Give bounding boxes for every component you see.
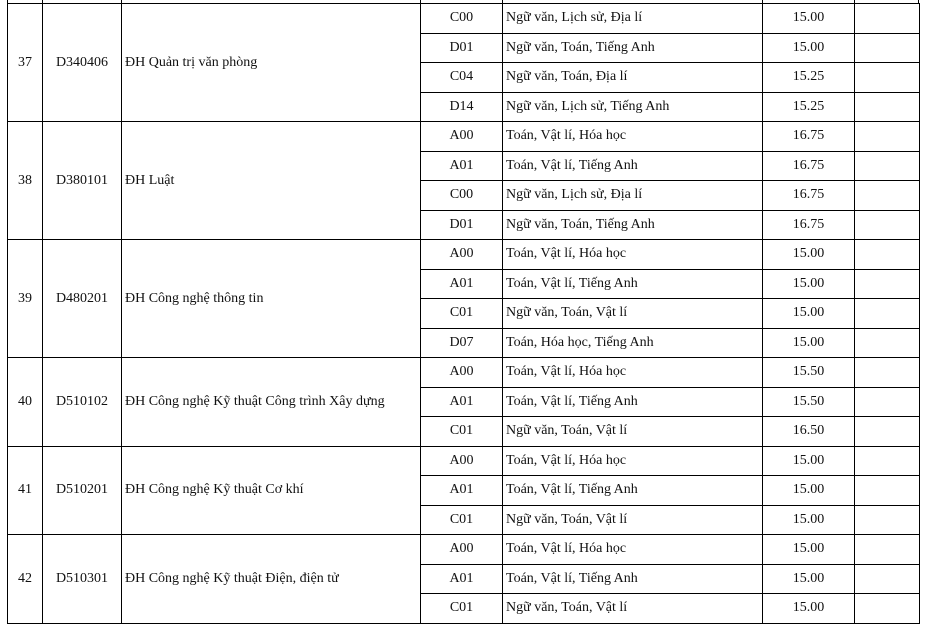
- subject-list-cell: Ngữ văn, Toán, Vật lí: [503, 505, 763, 535]
- note-cell: [855, 269, 920, 299]
- subject-combo-code-cell: A00: [421, 358, 503, 388]
- note-cell: [855, 387, 920, 417]
- subject-list-cell: Ngữ văn, Lịch sử, Địa lí: [503, 4, 763, 34]
- cutoff-score-cell: 15.50: [763, 387, 855, 417]
- table-row: [8, 240, 920, 270]
- subject-list-cell: Toán, Vật lí, Tiếng Anh: [503, 564, 763, 594]
- note-cell: [855, 181, 920, 211]
- major-name-cell: ĐH Quản trị văn phòng: [122, 4, 421, 122]
- note-cell: [855, 299, 920, 329]
- subject-list-cell: Toán, Vật lí, Tiếng Anh: [503, 387, 763, 417]
- major-name-cell: ĐH Công nghệ Kỹ thuật Cơ khí: [122, 446, 421, 535]
- cutoff-score-cell: 15.25: [763, 63, 855, 93]
- cutoff-score-cell: 15.00: [763, 240, 855, 270]
- subject-combo-code-cell: C00: [421, 4, 503, 34]
- note-cell: [855, 240, 920, 270]
- subject-combo-code-cell: C00: [421, 181, 503, 211]
- major-name-cell: ĐH Công nghệ thông tin: [122, 240, 421, 358]
- subject-list-cell: Ngữ văn, Toán, Vật lí: [503, 299, 763, 329]
- subject-list-cell: Toán, Vật lí, Hóa học: [503, 446, 763, 476]
- cutoff-score-cell: 16.75: [763, 151, 855, 181]
- subject-list-cell: Ngữ văn, Toán, Địa lí: [503, 63, 763, 93]
- row-number-cell: 41: [8, 446, 43, 535]
- note-cell: [855, 417, 920, 447]
- cutoff-score-cell: 15.00: [763, 535, 855, 565]
- row-number-cell: 37: [8, 4, 43, 122]
- subject-combo-code-cell: C01: [421, 505, 503, 535]
- note-cell: [855, 33, 920, 63]
- note-cell: [855, 92, 920, 122]
- table-row: [8, 535, 920, 565]
- row-number-cell: 42: [8, 535, 43, 624]
- table-row: [8, 4, 920, 34]
- subject-list-cell: Toán, Vật lí, Hóa học: [503, 240, 763, 270]
- note-cell: [855, 535, 920, 565]
- major-code-cell: D510301: [43, 535, 122, 624]
- cutoff-score-cell: 15.00: [763, 328, 855, 358]
- subject-combo-code-cell: C01: [421, 299, 503, 329]
- table-row: [8, 358, 920, 388]
- cutoff-score-cell: 15.50: [763, 358, 855, 388]
- subject-list-cell: Ngữ văn, Toán, Vật lí: [503, 594, 763, 624]
- subject-combo-code-cell: A01: [421, 564, 503, 594]
- subject-combo-code-cell: A01: [421, 387, 503, 417]
- subject-list-cell: Ngữ văn, Lịch sử, Tiếng Anh: [503, 92, 763, 122]
- cutoff-score-cell: 15.00: [763, 505, 855, 535]
- row-number-cell: 39: [8, 240, 43, 358]
- subject-combo-code-cell: A01: [421, 269, 503, 299]
- note-cell: [855, 358, 920, 388]
- subject-combo-code-cell: C04: [421, 63, 503, 93]
- note-cell: [855, 122, 920, 152]
- subject-list-cell: Toán, Vật lí, Tiếng Anh: [503, 151, 763, 181]
- cutoff-score-cell: 16.50: [763, 417, 855, 447]
- major-code-cell: D510102: [43, 358, 122, 447]
- cutoff-score-cell: 15.00: [763, 476, 855, 506]
- subject-combo-code-cell: C01: [421, 417, 503, 447]
- subject-combo-code-cell: A00: [421, 240, 503, 270]
- note-cell: [855, 328, 920, 358]
- subject-list-cell: Toán, Hóa học, Tiếng Anh: [503, 328, 763, 358]
- subject-combo-code-cell: A00: [421, 446, 503, 476]
- cutoff-score-cell: 15.00: [763, 564, 855, 594]
- table-row: [8, 122, 920, 152]
- cutoff-score-cell: 15.00: [763, 4, 855, 34]
- note-cell: [855, 476, 920, 506]
- subject-list-cell: Ngữ văn, Toán, Vật lí: [503, 417, 763, 447]
- cutoff-score-cell: 16.75: [763, 122, 855, 152]
- note-cell: [855, 505, 920, 535]
- cutoff-score-cell: 15.25: [763, 92, 855, 122]
- major-code-cell: D480201: [43, 240, 122, 358]
- subject-list-cell: Ngữ văn, Toán, Tiếng Anh: [503, 33, 763, 63]
- subject-combo-code-cell: D01: [421, 33, 503, 63]
- cutoff-score-cell: 15.00: [763, 594, 855, 624]
- row-number-cell: 38: [8, 122, 43, 240]
- note-cell: [855, 564, 920, 594]
- subject-list-cell: Toán, Vật lí, Hóa học: [503, 358, 763, 388]
- cutoff-score-cell: 15.00: [763, 446, 855, 476]
- note-cell: [855, 594, 920, 624]
- subject-combo-code-cell: A00: [421, 122, 503, 152]
- note-cell: [855, 446, 920, 476]
- major-code-cell: D340406: [43, 4, 122, 122]
- major-name-cell: ĐH Công nghệ Kỹ thuật Điện, điện tử: [122, 535, 421, 624]
- cutoff-score-cell: 15.00: [763, 299, 855, 329]
- subject-list-cell: Ngữ văn, Toán, Tiếng Anh: [503, 210, 763, 240]
- subject-list-cell: Toán, Vật lí, Hóa học: [503, 535, 763, 565]
- table-body: [8, 4, 920, 624]
- subject-list-cell: Toán, Vật lí, Hóa học: [503, 122, 763, 152]
- cutoff-score-cell: 15.00: [763, 269, 855, 299]
- major-code-cell: D510201: [43, 446, 122, 535]
- subject-list-cell: Toán, Vật lí, Tiếng Anh: [503, 476, 763, 506]
- note-cell: [855, 4, 920, 34]
- subject-combo-code-cell: D01: [421, 210, 503, 240]
- admission-scores-table: [7, 3, 920, 624]
- subject-list-cell: Ngữ văn, Lịch sử, Địa lí: [503, 181, 763, 211]
- cutoff-score-cell: 16.75: [763, 210, 855, 240]
- subject-combo-code-cell: D07: [421, 328, 503, 358]
- subject-list-cell: Toán, Vật lí, Tiếng Anh: [503, 269, 763, 299]
- subject-combo-code-cell: D14: [421, 92, 503, 122]
- subject-combo-code-cell: C01: [421, 594, 503, 624]
- cutoff-score-cell: 15.00: [763, 33, 855, 63]
- subject-combo-code-cell: A01: [421, 151, 503, 181]
- major-name-cell: ĐH Công nghệ Kỹ thuật Công trình Xây dựng: [122, 358, 421, 447]
- table-row: [8, 446, 920, 476]
- note-cell: [855, 210, 920, 240]
- row-number-cell: 40: [8, 358, 43, 447]
- note-cell: [855, 63, 920, 93]
- subject-combo-code-cell: A00: [421, 535, 503, 565]
- subject-combo-code-cell: A01: [421, 476, 503, 506]
- note-cell: [855, 151, 920, 181]
- major-name-cell: ĐH Luật: [122, 122, 421, 240]
- major-code-cell: D380101: [43, 122, 122, 240]
- cutoff-score-cell: 16.75: [763, 181, 855, 211]
